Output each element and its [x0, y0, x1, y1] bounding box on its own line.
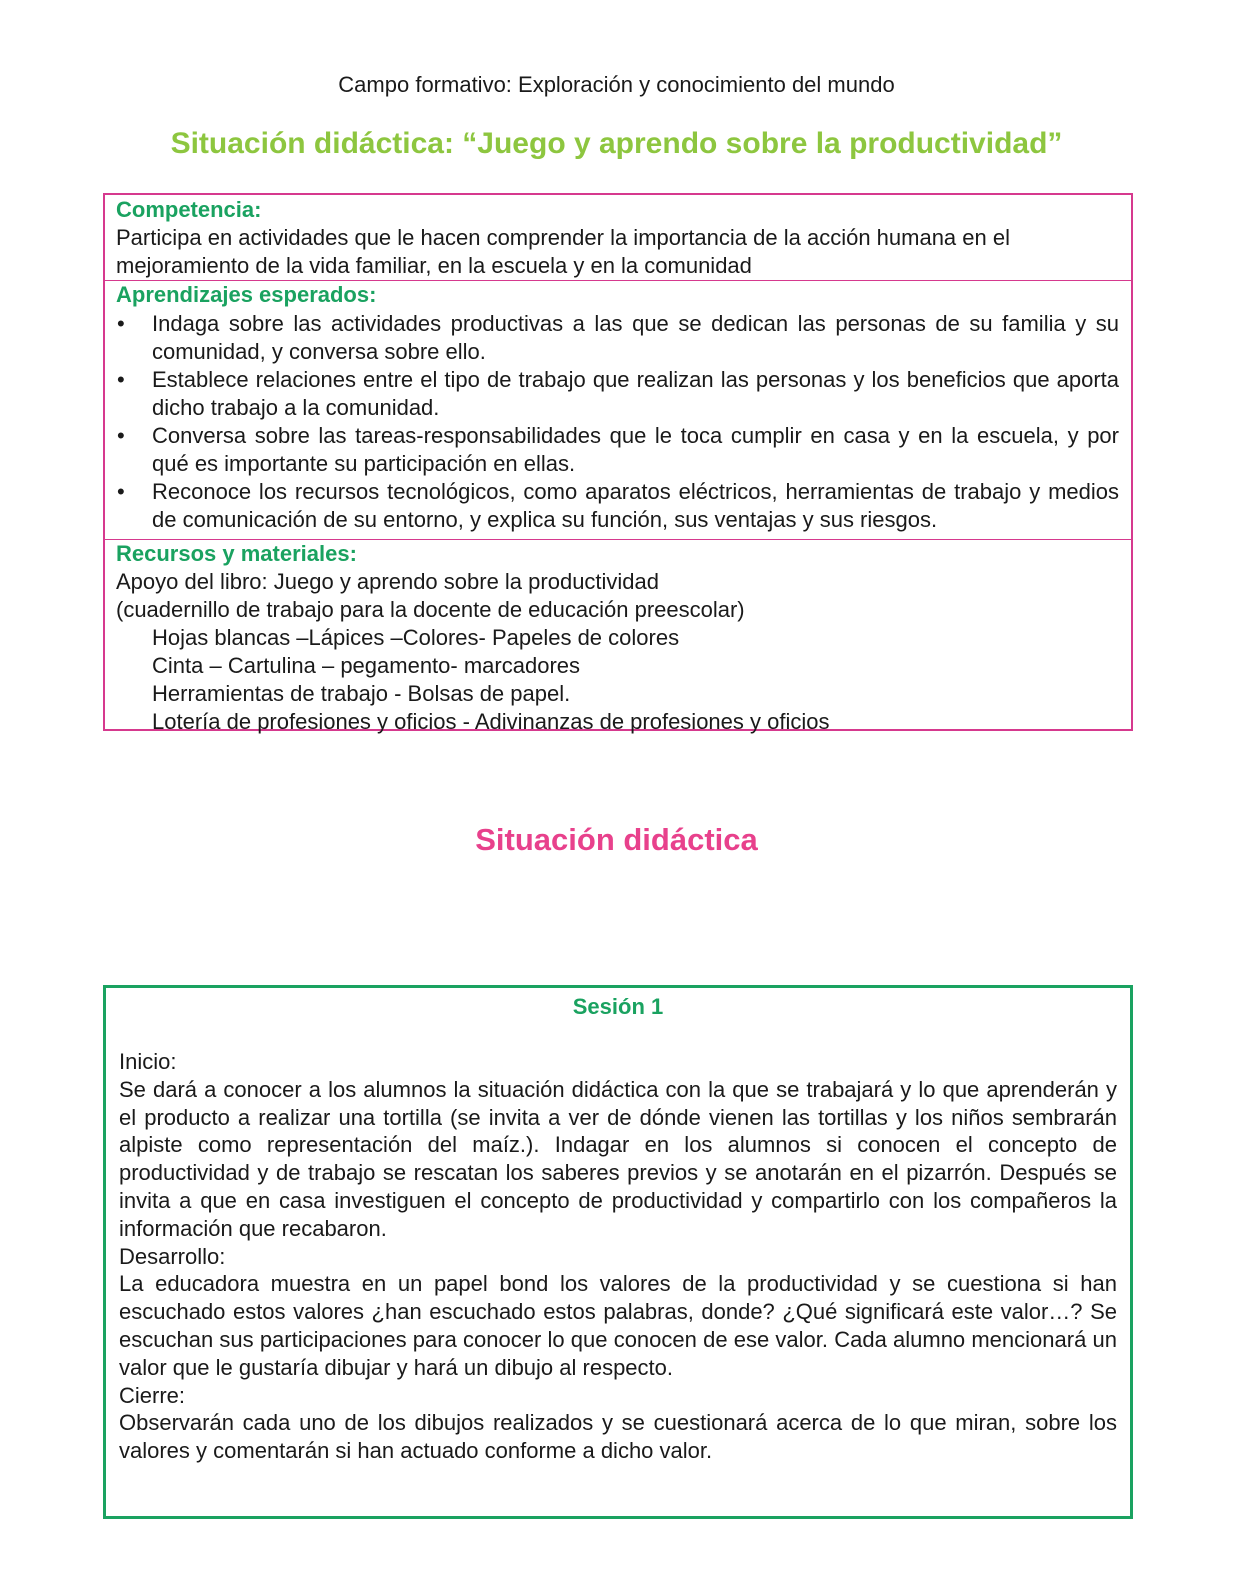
aprendizajes-section	[105, 281, 1131, 540]
cierre-text: Observarán cada uno de los dibujos realizados y se cuestionará acerca de lo que miran, sobre los valores y comentarán si han actuado conforme a dicho valor.	[119, 1410, 1117, 1464]
sesion-box	[103, 985, 1133, 1519]
desarrollo-label: Desarrollo:	[119, 1243, 226, 1269]
material-item: Cinta – Cartulina – pegamento- marcadores	[152, 653, 581, 678]
aprendizaje-item: • Establece relaciones entre el tipo de trabajo que realizan las personas y los beneficios que aporta dicho trabajo a la comunidad.	[116, 366, 1119, 422]
competencia-section	[105, 195, 1131, 281]
aprendizaje-item: • Reconoce los recursos tecnológicos, como aparatos eléctricos, herramientas de trabajo y medios de comunicación de su entorno, y explica su función, sus ventajas y sus riesgos.	[116, 478, 1119, 534]
material-item: Lotería de profesiones y oficios - Adivinanzas de profesiones y oficios	[152, 709, 830, 734]
aprendizajes-label: Aprendizajes esperados:	[116, 282, 377, 307]
campo-formativo: Campo formativo: Exploración y conocimiento del mundo	[338, 72, 895, 97]
aprendizajes-list	[116, 310, 1119, 534]
aprendizaje-item: • Conversa sobre las tareas-responsabilidades que le toca cumplir en casa y en la escuela, y por qué es importante su participación en ellas.	[116, 422, 1119, 478]
desarrollo-text: La educadora muestra en un papel bond los valores de la productividad y se cuestiona si han escuchado estos valores ¿han escuchado estos palabras, donde? ¿Qué significará este valor…? Se escuchan sus participaciones para conocer lo que conocen de ese valor. Cada alumno mencionará un valor que le gustaría dibujar y hará un dibujo al respecto.	[119, 1271, 1117, 1380]
recursos-line-1: Apoyo del libro: Juego y aprendo sobre la productividad	[116, 569, 660, 594]
sesion-title: Sesión 1	[572, 994, 664, 1019]
situacion-title: Situación didáctica	[475, 822, 758, 857]
aprendizaje-item: • Indaga sobre las actividades productivas a las que se dedican las personas de su familia y su comunidad, y conversa sobre ello.	[116, 310, 1119, 366]
competencia-label: Competencia:	[116, 197, 262, 222]
page-title: Situación didáctica: “Juego y aprendo sobre la productividad”	[170, 127, 1063, 160]
planning-table	[103, 193, 1133, 734]
recursos-section	[105, 540, 1131, 734]
recursos-label: Recursos y materiales:	[116, 541, 357, 566]
cierre-label: Cierre:	[119, 1382, 186, 1408]
competencia-text: Participa en actividades que le hacen comprender la importancia de la acción humana en el mejoramiento de la vida familiar, en la escuela y en la comunidad	[116, 225, 1010, 278]
recursos-line-2: (cuadernillo de trabajo para la docente de educación preescolar)	[116, 597, 745, 622]
inicio-text: Se dará a conocer a los alumnos la situación didáctica con la que se trabajará y lo que aprenderán y el producto a realizar una tortilla (se invita a ver de dónde vienen las tortillas y los niños sembrarán alpiste como representación del maíz.). Indagar en los alumnos si conocen el concepto de productividad y de trabajo se rescatan los saberes previos y se anotarán en el pizarrón. Después se invita a que en casa investiguen el concepto de productividad y compartirlo con los compañeros la información que recabaron.	[119, 1076, 1117, 1241]
material-item: Hojas blancas –Lápices –Colores- Papeles de colores	[152, 625, 680, 650]
inicio-label: Inicio:	[119, 1049, 177, 1074]
material-item: Herramientas de trabajo - Bolsas de papel.	[152, 681, 571, 706]
